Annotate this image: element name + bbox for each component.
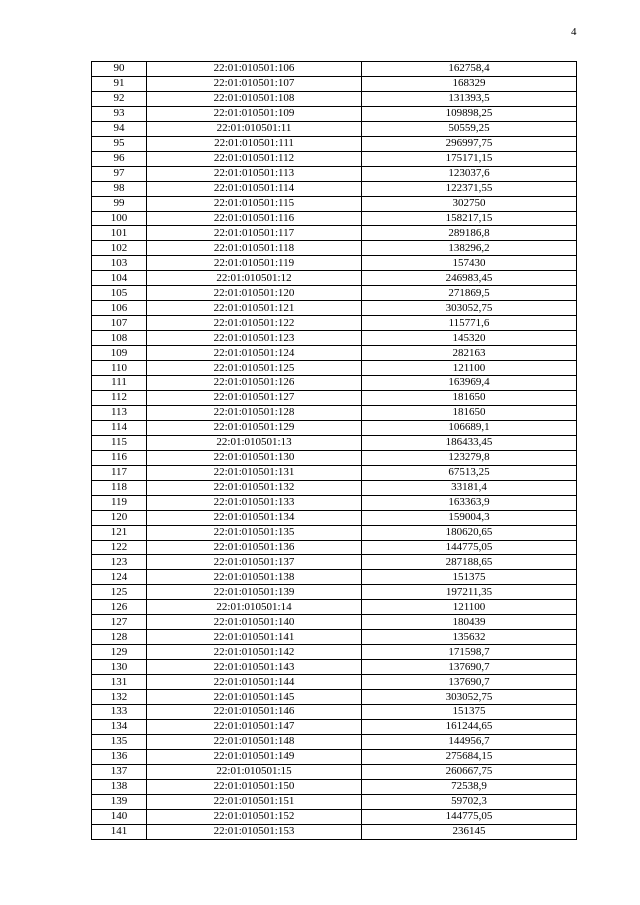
row-number-cell: 132 — [92, 690, 147, 705]
table-row — [92, 62, 577, 77]
row-number-cell: 113 — [92, 405, 147, 420]
value-cell: 151375 — [362, 704, 577, 719]
cadastral-number-cell: 22:01:010501:112 — [147, 151, 362, 166]
table-row — [92, 420, 577, 435]
cadastral-number-cell: 22:01:010501:109 — [147, 106, 362, 121]
value-cell: 158217,15 — [362, 211, 577, 226]
cadastral-number-cell: 22:01:010501:137 — [147, 555, 362, 570]
row-number-cell: 140 — [92, 809, 147, 824]
value-cell: 275684,15 — [362, 749, 577, 764]
table-row — [92, 824, 577, 839]
cadastral-number-cell: 22:01:010501:15 — [147, 764, 362, 779]
value-cell: 296997,75 — [362, 136, 577, 151]
cadastral-number-cell: 22:01:010501:140 — [147, 615, 362, 630]
table-row — [92, 151, 577, 166]
row-number-cell: 116 — [92, 450, 147, 465]
value-cell: 123037,6 — [362, 166, 577, 181]
table-row — [92, 600, 577, 615]
cadastral-number-cell: 22:01:010501:107 — [147, 76, 362, 91]
row-number-cell: 105 — [92, 286, 147, 301]
table-row — [92, 734, 577, 749]
cadastral-number-cell: 22:01:010501:146 — [147, 704, 362, 719]
cadastral-number-cell: 22:01:010501:122 — [147, 316, 362, 331]
cadastral-number-cell: 22:01:010501:125 — [147, 361, 362, 376]
value-cell: 175171,15 — [362, 151, 577, 166]
cadastral-number-cell: 22:01:010501:149 — [147, 749, 362, 764]
table-row — [92, 794, 577, 809]
cadastral-number-cell: 22:01:010501:133 — [147, 495, 362, 510]
row-number-cell: 127 — [92, 615, 147, 630]
value-cell: 106689,1 — [362, 420, 577, 435]
row-number-cell: 137 — [92, 764, 147, 779]
row-number-cell: 122 — [92, 540, 147, 555]
value-cell: 144775,05 — [362, 540, 577, 555]
row-number-cell: 90 — [92, 62, 147, 77]
row-number-cell: 117 — [92, 465, 147, 480]
table-row — [92, 256, 577, 271]
cadastral-number-cell: 22:01:010501:120 — [147, 286, 362, 301]
value-cell: 72538,9 — [362, 779, 577, 794]
row-number-cell: 119 — [92, 495, 147, 510]
value-cell: 289186,8 — [362, 226, 577, 241]
table-row — [92, 645, 577, 660]
table-row — [92, 286, 577, 301]
row-number-cell: 95 — [92, 136, 147, 151]
value-cell: 303052,75 — [362, 301, 577, 316]
table-row — [92, 585, 577, 600]
cadastral-number-cell: 22:01:010501:123 — [147, 331, 362, 346]
table-row — [92, 615, 577, 630]
table-row — [92, 495, 577, 510]
value-cell: 144775,05 — [362, 809, 577, 824]
row-number-cell: 110 — [92, 361, 147, 376]
value-cell: 151375 — [362, 570, 577, 585]
cadastral-number-cell: 22:01:010501:113 — [147, 166, 362, 181]
value-cell: 197211,35 — [362, 585, 577, 600]
table-row — [92, 809, 577, 824]
table-row — [92, 346, 577, 361]
table-row — [92, 749, 577, 764]
value-cell: 181650 — [362, 405, 577, 420]
value-cell: 163969,4 — [362, 376, 577, 391]
row-number-cell: 133 — [92, 704, 147, 719]
table-row — [92, 211, 577, 226]
value-cell: 163363,9 — [362, 495, 577, 510]
row-number-cell: 92 — [92, 91, 147, 106]
row-number-cell: 121 — [92, 525, 147, 540]
cadastral-number-cell: 22:01:010501:13 — [147, 435, 362, 450]
row-number-cell: 99 — [92, 196, 147, 211]
table-row — [92, 570, 577, 585]
value-cell: 33181,4 — [362, 480, 577, 495]
cadastral-number-cell: 22:01:010501:117 — [147, 226, 362, 241]
cadastral-number-cell: 22:01:010501:145 — [147, 690, 362, 705]
table-row — [92, 331, 577, 346]
value-cell: 271869,5 — [362, 286, 577, 301]
table-row — [92, 704, 577, 719]
row-number-cell: 123 — [92, 555, 147, 570]
cadastral-number-cell: 22:01:010501:150 — [147, 779, 362, 794]
row-number-cell: 112 — [92, 390, 147, 405]
row-number-cell: 106 — [92, 301, 147, 316]
row-number-cell: 111 — [92, 376, 147, 391]
table-row — [92, 196, 577, 211]
cadastral-number-cell: 22:01:010501:126 — [147, 376, 362, 391]
row-number-cell: 100 — [92, 211, 147, 226]
table-row — [92, 91, 577, 106]
cadastral-number-cell: 22:01:010501:136 — [147, 540, 362, 555]
cadastral-number-cell: 22:01:010501:143 — [147, 660, 362, 675]
value-cell: 180620,65 — [362, 525, 577, 540]
table-row — [92, 271, 577, 286]
cadastral-number-cell: 22:01:010501:134 — [147, 510, 362, 525]
table-row — [92, 675, 577, 690]
cadastral-number-cell: 22:01:010501:121 — [147, 301, 362, 316]
table-row — [92, 450, 577, 465]
cadastral-number-cell: 22:01:010501:153 — [147, 824, 362, 839]
row-number-cell: 103 — [92, 256, 147, 271]
value-cell: 122371,55 — [362, 181, 577, 196]
value-cell: 159004,3 — [362, 510, 577, 525]
row-number-cell: 104 — [92, 271, 147, 286]
row-number-cell: 108 — [92, 331, 147, 346]
row-number-cell: 97 — [92, 166, 147, 181]
cadastral-value-table — [91, 61, 577, 840]
cadastral-number-cell: 22:01:010501:142 — [147, 645, 362, 660]
table-row — [92, 76, 577, 91]
row-number-cell: 135 — [92, 734, 147, 749]
value-cell: 115771,6 — [362, 316, 577, 331]
cadastral-number-cell: 22:01:010501:138 — [147, 570, 362, 585]
value-cell: 181650 — [362, 390, 577, 405]
value-cell: 144956,7 — [362, 734, 577, 749]
table-row — [92, 630, 577, 645]
cadastral-number-cell: 22:01:010501:108 — [147, 91, 362, 106]
value-cell: 135632 — [362, 630, 577, 645]
value-cell: 121100 — [362, 361, 577, 376]
cadastral-number-cell: 22:01:010501:116 — [147, 211, 362, 226]
value-cell: 171598,7 — [362, 645, 577, 660]
cadastral-number-cell: 22:01:010501:129 — [147, 420, 362, 435]
table-row — [92, 480, 577, 495]
table-row — [92, 181, 577, 196]
cadastral-number-cell: 22:01:010501:114 — [147, 181, 362, 196]
value-cell: 246983,45 — [362, 271, 577, 286]
table-row — [92, 166, 577, 181]
cadastral-number-cell: 22:01:010501:147 — [147, 719, 362, 734]
value-cell: 109898,25 — [362, 106, 577, 121]
table-body — [92, 62, 577, 840]
table-row — [92, 405, 577, 420]
cadastral-number-cell: 22:01:010501:148 — [147, 734, 362, 749]
cadastral-number-cell: 22:01:010501:127 — [147, 390, 362, 405]
cadastral-number-cell: 22:01:010501:131 — [147, 465, 362, 480]
row-number-cell: 126 — [92, 600, 147, 615]
table-row — [92, 540, 577, 555]
cadastral-number-cell: 22:01:010501:115 — [147, 196, 362, 211]
value-cell: 282163 — [362, 346, 577, 361]
value-cell: 162758,4 — [362, 62, 577, 77]
row-number-cell: 139 — [92, 794, 147, 809]
table-row — [92, 690, 577, 705]
table-row — [92, 106, 577, 121]
row-number-cell: 93 — [92, 106, 147, 121]
row-number-cell: 102 — [92, 241, 147, 256]
cadastral-number-cell: 22:01:010501:135 — [147, 525, 362, 540]
value-cell: 168329 — [362, 76, 577, 91]
row-number-cell: 131 — [92, 675, 147, 690]
table-row — [92, 525, 577, 540]
table-row — [92, 660, 577, 675]
value-cell: 186433,45 — [362, 435, 577, 450]
row-number-cell: 125 — [92, 585, 147, 600]
cadastral-number-cell: 22:01:010501:11 — [147, 121, 362, 136]
cadastral-number-cell: 22:01:010501:111 — [147, 136, 362, 151]
row-number-cell: 124 — [92, 570, 147, 585]
cadastral-number-cell: 22:01:010501:124 — [147, 346, 362, 361]
value-cell: 59702,3 — [362, 794, 577, 809]
row-number-cell: 120 — [92, 510, 147, 525]
table-row — [92, 136, 577, 151]
row-number-cell: 101 — [92, 226, 147, 241]
value-cell: 302750 — [362, 196, 577, 211]
row-number-cell: 114 — [92, 420, 147, 435]
cadastral-number-cell: 22:01:010501:151 — [147, 794, 362, 809]
row-number-cell: 136 — [92, 749, 147, 764]
cadastral-number-cell: 22:01:010501:106 — [147, 62, 362, 77]
value-cell: 303052,75 — [362, 690, 577, 705]
cadastral-number-cell: 22:01:010501:119 — [147, 256, 362, 271]
table-row — [92, 316, 577, 331]
row-number-cell: 130 — [92, 660, 147, 675]
table-row — [92, 121, 577, 136]
row-number-cell: 141 — [92, 824, 147, 839]
value-cell: 131393,5 — [362, 91, 577, 106]
row-number-cell: 107 — [92, 316, 147, 331]
row-number-cell: 128 — [92, 630, 147, 645]
row-number-cell: 118 — [92, 480, 147, 495]
value-cell: 236145 — [362, 824, 577, 839]
value-cell: 161244,65 — [362, 719, 577, 734]
table-row — [92, 390, 577, 405]
cadastral-number-cell: 22:01:010501:12 — [147, 271, 362, 286]
row-number-cell: 91 — [92, 76, 147, 91]
row-number-cell: 94 — [92, 121, 147, 136]
value-cell: 123279,8 — [362, 450, 577, 465]
cadastral-number-cell: 22:01:010501:118 — [147, 241, 362, 256]
cadastral-number-cell: 22:01:010501:141 — [147, 630, 362, 645]
value-cell: 50559,25 — [362, 121, 577, 136]
cadastral-number-cell: 22:01:010501:130 — [147, 450, 362, 465]
row-number-cell: 96 — [92, 151, 147, 166]
cadastral-number-cell: 22:01:010501:152 — [147, 809, 362, 824]
value-cell: 137690,7 — [362, 675, 577, 690]
value-cell: 287188,65 — [362, 555, 577, 570]
table-row — [92, 435, 577, 450]
table-row — [92, 764, 577, 779]
value-cell: 157430 — [362, 256, 577, 271]
table-row — [92, 376, 577, 391]
row-number-cell: 134 — [92, 719, 147, 734]
table-row — [92, 555, 577, 570]
row-number-cell: 115 — [92, 435, 147, 450]
value-cell: 67513,25 — [362, 465, 577, 480]
row-number-cell: 138 — [92, 779, 147, 794]
cadastral-number-cell: 22:01:010501:139 — [147, 585, 362, 600]
table-row — [92, 465, 577, 480]
row-number-cell: 98 — [92, 181, 147, 196]
table-row — [92, 779, 577, 794]
cadastral-number-cell: 22:01:010501:144 — [147, 675, 362, 690]
row-number-cell: 109 — [92, 346, 147, 361]
page-number: 4 — [571, 26, 577, 38]
value-cell: 138296,2 — [362, 241, 577, 256]
cadastral-number-cell: 22:01:010501:132 — [147, 480, 362, 495]
value-cell: 121100 — [362, 600, 577, 615]
table-row — [92, 361, 577, 376]
table-row — [92, 301, 577, 316]
value-cell: 180439 — [362, 615, 577, 630]
value-cell: 260667,75 — [362, 764, 577, 779]
cadastral-number-cell: 22:01:010501:128 — [147, 405, 362, 420]
table-row — [92, 241, 577, 256]
value-cell: 137690,7 — [362, 660, 577, 675]
cadastral-number-cell: 22:01:010501:14 — [147, 600, 362, 615]
row-number-cell: 129 — [92, 645, 147, 660]
table-row — [92, 510, 577, 525]
table-row — [92, 226, 577, 241]
table-row — [92, 719, 577, 734]
value-cell: 145320 — [362, 331, 577, 346]
